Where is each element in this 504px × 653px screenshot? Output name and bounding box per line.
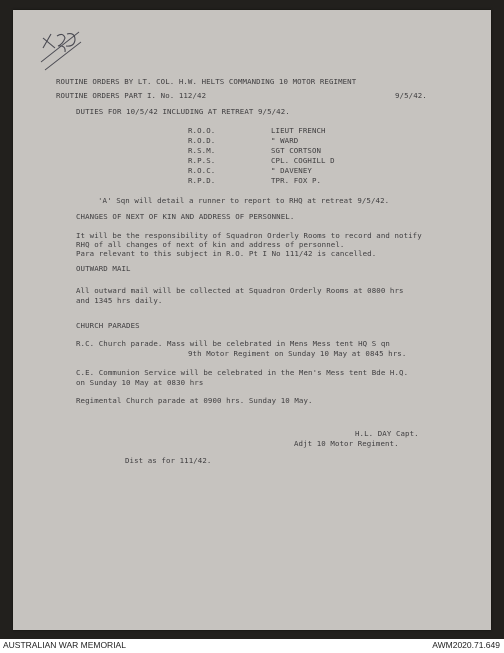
changes-text-line: It will be the responsibility of Squadron Orderly Rooms to record and notify — [76, 231, 422, 240]
order-header: ROUTINE ORDERS BY LT. COL. H.W. HELTS COMMANDING 10 MOTOR REGIMENT — [56, 77, 357, 86]
mail-text-line: and 1345 hrs daily. — [76, 296, 163, 305]
duties-heading: DUTIES FOR 10/5/42 INCLUDING AT RETREAT 9/5/42. — [76, 107, 290, 116]
order-date: 9/5/42. — [395, 91, 427, 100]
church-heading: CHURCH PARADES — [76, 321, 140, 330]
mail-heading: OUTWARD MAIL — [76, 264, 131, 273]
duty-role: R.O.C. — [188, 166, 216, 175]
ce-text-line: C.E. Communion Service will be celebrated in the Men's Mess tent Bde H.Q. — [76, 368, 409, 377]
duty-role: R.O.D. — [188, 136, 216, 145]
ce-text-line: on Sunday 10 May at 0830 hrs — [76, 378, 204, 387]
runner-note: 'A' Sqn will detail a runner to report to RHQ at retreat 9/5/42. — [98, 196, 390, 205]
duty-name: LIEUT FRENCH — [271, 126, 326, 135]
duty-name: TPR. FOX P. — [271, 176, 322, 185]
rc-text-line: 9th Motor Regiment on Sunday 10 May at 0845 hrs. — [188, 349, 407, 358]
signature-name: H.L. DAY Capt. — [355, 429, 419, 438]
footer-accession-number: AWM2020.71.649 — [432, 640, 500, 650]
document-page — [13, 10, 491, 630]
regimental-parade-text: Regimental Church parade at 0900 hrs. Sunday 10 May. — [76, 396, 313, 405]
duty-role: R.P.D. — [188, 176, 216, 185]
duty-role: R.S.M. — [188, 146, 216, 155]
handwritten-folio-mark — [39, 28, 83, 72]
signature-title: Adjt 10 Motor Regiment. — [294, 439, 399, 448]
changes-heading: CHANGES OF NEXT OF KIN AND ADDRESS OF PERSONNEL. — [76, 212, 295, 221]
duty-name: " WARD — [271, 136, 299, 145]
duty-name: CPL. COGHILL D — [271, 156, 335, 165]
rc-text-line: R.C. Church parade. Mass will be celebrated in Mens Mess tent HQ S qn — [76, 339, 390, 348]
orders-reference: ROUTINE ORDERS PART I. No. 112/42 — [56, 91, 207, 100]
duty-role: R.O.O. — [188, 126, 216, 135]
mail-text-line: All outward mail will be collected at Squadron Orderly Rooms at 0800 hrs — [76, 286, 404, 295]
changes-text-line: RHQ of all changes of next of kin and address of personnel. — [76, 240, 345, 249]
footer-institution: AUSTRALIAN WAR MEMORIAL — [3, 640, 126, 650]
duty-name: SGT CORTSON — [271, 146, 322, 155]
duty-role: R.P.S. — [188, 156, 216, 165]
duty-name: " DAVENEY — [271, 166, 312, 175]
archive-footer — [0, 639, 504, 653]
changes-text-line: Para relevant to this subject in R.O. Pt I No 111/42 is cancelled. — [76, 249, 377, 258]
distribution-note: Dist as for 111/42. — [125, 456, 212, 465]
